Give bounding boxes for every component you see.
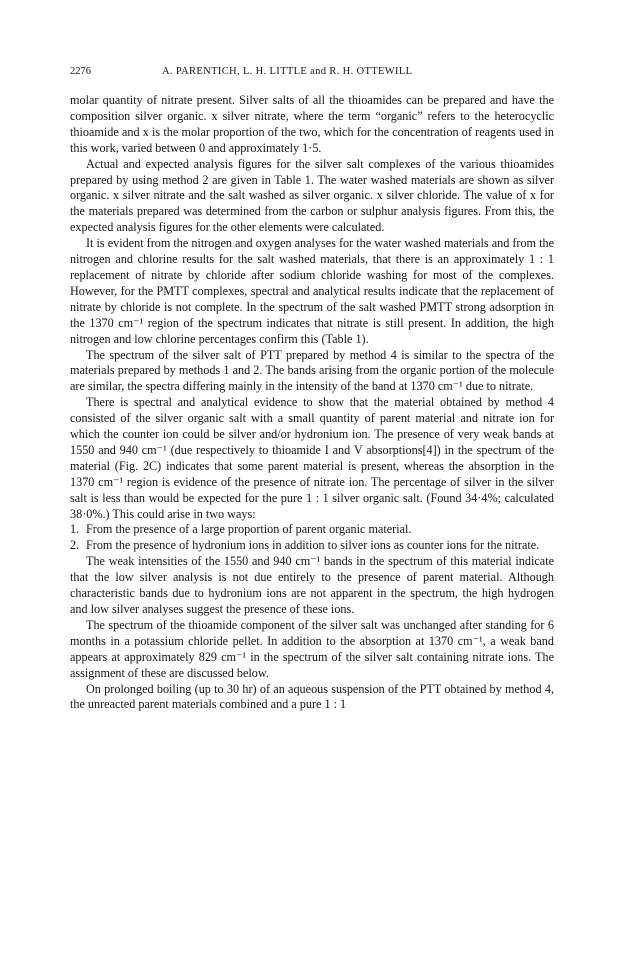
paragraph: On prolonged boiling (up to 30 hr) of an aqueous suspension of the PTT obtained by method 4, the unreacted parent materials combined and a pure 1 : 1 xyxy=(70,681,554,712)
list-item xyxy=(70,538,554,554)
paragraph: molar quantity of nitrate present. Silver salts of all the thioamides can be prepared and have the composition silver organic. x silver nitrate, where the term “organic” refers to the heterocyclic thioamide and x is the molar proportion of the two, which for the concentration of reagents used in this work, varied between 0 and approximately 1·5. xyxy=(70,93,554,155)
paragraph: The spectrum of the thioamide component of the silver salt was unchanged after standing for 6 months in a potassium chloride pellet. In addition to the absorption at 1370 cm⁻¹, a weak band appears at approximately 829 cm⁻¹ in the spectrum of the silver salt containing nitrate ions. The assignment of these are discussed below. xyxy=(70,617,554,680)
paragraph: The weak intensities of the 1550 and 940 cm⁻¹ bands in the spectrum of this material indicate that the low silver analysis is not due entirely to the presence of parent material. Although characteristic bands due to hydronium ions are not apparent in the spectrum, the high hydrogen and low silver analyses suggest the presence of these ions. xyxy=(70,554,554,616)
numbered-list xyxy=(70,522,554,554)
body-text xyxy=(70,93,554,713)
page-header xyxy=(70,64,560,80)
list-number: 2. xyxy=(70,538,80,553)
paragraph: The spectrum of the silver salt of PTT prepared by method 4 is similar to the spectra of the materials prepared by methods 1 and 2. The bands arising from the organic portion of the molecule are similar, the spectra differing mainly in the intensity of the band at 1370 cm⁻¹ due to nitrate. xyxy=(70,347,554,394)
paragraph: There is spectral and analytical evidence to show that the material obtained by method 4 consisted of the silver organic salt with a small quantity of parent material and nitrate ion for which the counter ion could be silver and/or hydronium ion. The presence of very weak bands at 1550 and 940 cm⁻¹ (due respectively to thioamide I and V absorptions[4]) in the spectrum of the material (Fig. 2C) indicates that some parent material is present, whereas the absorption in the 1370 cm⁻¹ region is evidence of the presence of nitrate ion. The percentage of silver in the silver salt is less than would be expected for the pure 1 : 1 silver organic salt. (Found 34·4%; calculated 38·0%.) This could arise in two ways: xyxy=(70,395,554,521)
paragraph: Actual and expected analysis figures for the silver salt complexes of the various thioamides prepared by using method 2 are given in Table 1. The water washed materials are shown as silver organic. x silver nitrate and the salt washed as silver organic. x silver chloride. The value of x for the materials prepared was determined from the carbon or sulphur analysis figures. From this, the expected analysis figures for the other elements were calculated. xyxy=(70,156,554,235)
page-number: 2276 xyxy=(70,66,91,77)
list-item-text: From the presence of a large proportion of parent organic material. xyxy=(86,522,412,537)
paragraph: It is evident from the nitrogen and oxygen analyses for the water washed materials and from the nitrogen and chlorine results for the salt washed materials, that there is an approximately 1 : 1 replacement of nitrate by chloride after sodium chloride washing for most of the complexes. However, for the PMTT complexes, spectral and analytical results indicate that the replacement of nitrate by chloride is not complete. In the spectrum of the salt washed PMTT strong adsorption in the 1370 cm⁻¹ region of the spectrum indicates that nitrate is still present. In addition, the high nitrogen and low chlorine percentages confirm this (Table 1). xyxy=(70,236,554,346)
running-head-authors: A. PARENTICH, L. H. LITTLE and R. H. OTTEWILL xyxy=(162,66,413,77)
list-number: 1. xyxy=(70,522,80,537)
list-item-text: From the presence of hydronium ions in addition to silver ions as counter ions for the nitrate. xyxy=(86,538,540,553)
list-item xyxy=(70,522,554,538)
